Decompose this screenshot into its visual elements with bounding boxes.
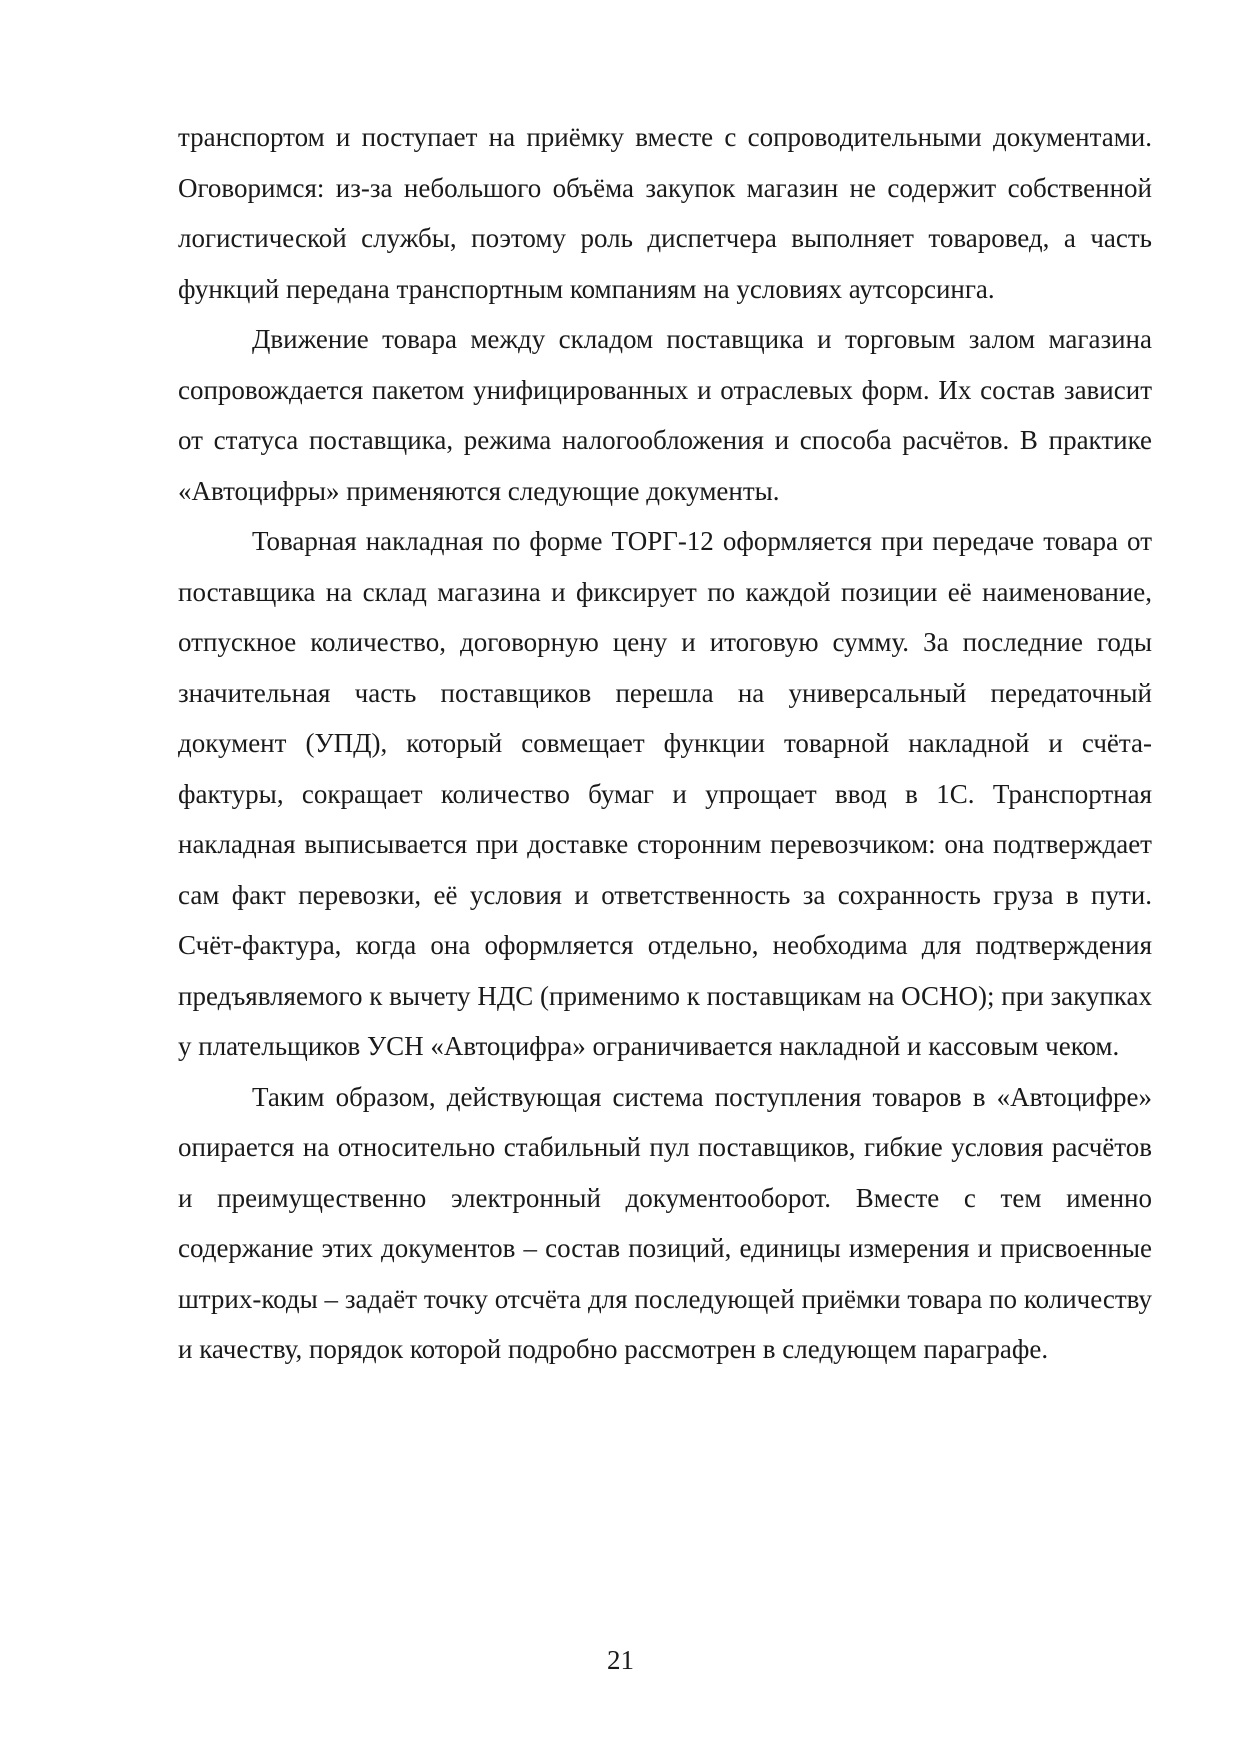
page-number: 21: [607, 1645, 634, 1675]
paragraph-continuation: транспортом и поступает на приёмку вместе с сопроводительными документами. Оговоримся: из-за небольшого объёма закупок магазин не содержит собственной логистической службы, поэтому роль диспетчера выполняет товаровед, а часть функций передана транспортным компаниям на условиях аутсорсинга.: [178, 122, 1152, 304]
body-text: [178, 112, 1152, 1375]
paragraph-documents-intro: Движение товара между складом поставщика и торговым залом магазина сопровождается пакетом унифицированных и отраслевых форм. Их состав зависит от статуса поставщика, режима налогообложения и способа расчётов. В практике «Автоцифры» применяются следующие документы.: [178, 324, 1152, 506]
paragraph-document-types: Товарная накладная по форме ТОРГ-12 оформляется при передаче товара от поставщика на склад магазина и фиксирует по каждой позиции её наименование, отпускное количество, договорную цену и итоговую сумму. За последние годы значительная часть поставщиков перешла на универсальный передаточный документ (УПД), который совмещает функции товарной накладной и счёта-фактуры, сокращает количество бумаг и упрощает ввод в 1С. Транспортная накладная выписывается при доставке сторонним перевозчиком: она подтверждает сам факт перевозки, её условия и ответственность за сохранность груза в пути. Счёт-фактура, когда она оформляется отдельно, необходима для подтверждения предъявляемого к вычету НДС (применимо к поставщикам на ОСНО); при закупках у плательщиков УСН «Автоцифра» ограничивается накладной и кассовым чеком.: [178, 526, 1152, 1061]
paragraph-conclusion: Таким образом, действующая система поступления товаров в «Автоцифре» опирается на относительно стабильный пул поставщиков, гибкие условия расчётов и преимущественно электронный документооборот. Вместе с тем именно содержание этих документов – состав позиций, единицы измерения и присвоенные штрих-коды – задаёт точку отсчёта для последующей приёмки товара по количеству и качеству, порядок которой подробно рассмотрен в следующем параграфе.: [178, 1081, 1152, 1364]
